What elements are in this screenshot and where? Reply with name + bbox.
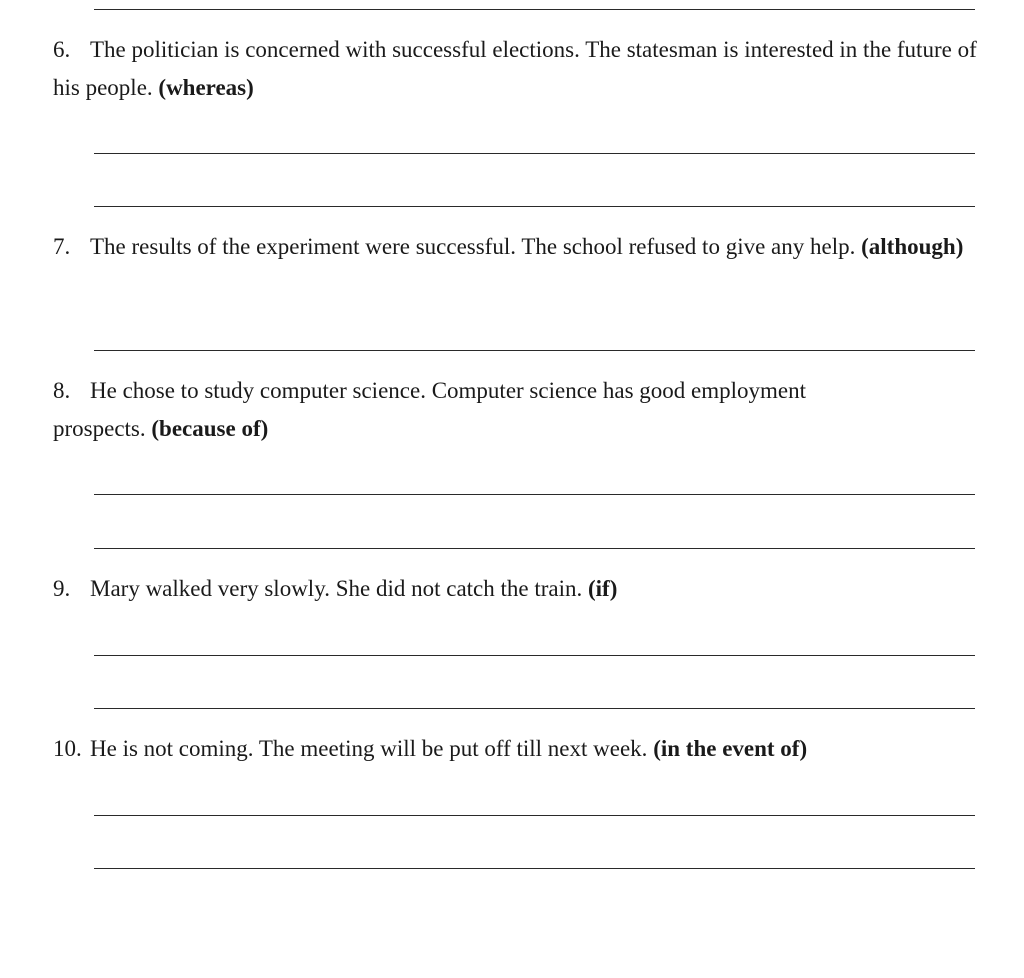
answer-line[interactable]: [94, 350, 975, 351]
question-number: 6.: [53, 37, 71, 62]
answer-line[interactable]: [94, 153, 975, 154]
question-7: [53, 228, 983, 266]
answer-line[interactable]: [94, 9, 975, 10]
question-hint: (whereas): [158, 75, 254, 100]
question-6: [53, 31, 983, 107]
question-10: [53, 730, 983, 768]
question-hint: (in the event of): [653, 736, 808, 761]
question-text: The politician is concerned with successful elections. The statesman is interested in the future of his people.: [53, 37, 977, 100]
answer-line[interactable]: [94, 868, 975, 869]
question-text: He is not coming. The meeting will be put off till next week.: [90, 736, 648, 761]
question-hint: (although): [861, 234, 964, 259]
question-8: [53, 372, 903, 448]
question-hint: (if): [588, 576, 618, 601]
answer-line[interactable]: [94, 206, 975, 207]
question-number: 7.: [53, 234, 71, 259]
answer-line[interactable]: [94, 815, 975, 816]
question-text: He chose to study computer science. Computer science has good employment prospects.: [53, 378, 806, 441]
answer-line[interactable]: [94, 708, 975, 709]
question-9: [53, 570, 983, 608]
question-text: The results of the experiment were successful. The school refused to give any help.: [90, 234, 856, 259]
answer-line[interactable]: [94, 655, 975, 656]
answer-line[interactable]: [94, 494, 975, 495]
question-number: 8.: [53, 378, 71, 403]
question-text: Mary walked very slowly. She did not catch the train.: [90, 576, 583, 601]
question-hint: (because of): [151, 416, 269, 441]
question-number: 10.: [53, 736, 82, 761]
question-number: 9.: [53, 576, 71, 601]
answer-line[interactable]: [94, 548, 975, 549]
